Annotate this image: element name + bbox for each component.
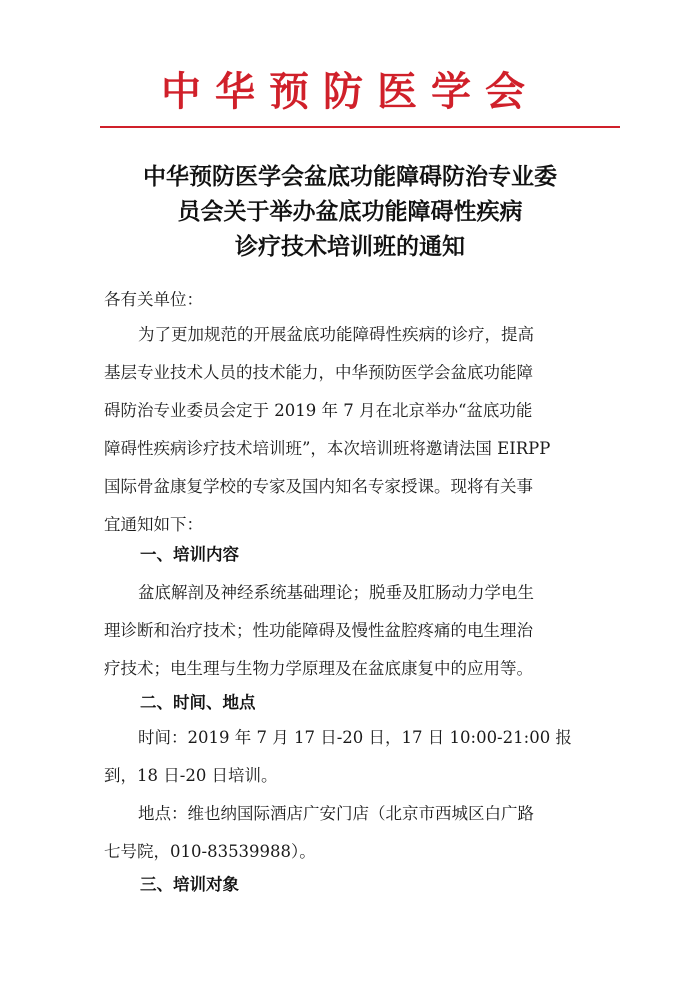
content-line: 盆底解剖及神经系统基础理论；脱垂及肛肠动力学电生 xyxy=(138,583,534,602)
title-line-2: 员会关于举办盆底功能障碍性疾病 xyxy=(177,199,523,225)
section-heading-training-target: 三、培训对象 xyxy=(140,875,239,894)
letterhead-red-rule xyxy=(100,126,620,128)
place-line: 七号院，010-83539988）。 xyxy=(104,842,316,861)
intro-line: 宜通知如下： xyxy=(104,515,203,534)
section-heading-training-content: 一、培训内容 xyxy=(140,545,239,564)
section-heading-time-place: 二、时间、地点 xyxy=(140,693,256,712)
content-line: 疗技术；电生理与生物力学原理及在盆底康复中的应用等。 xyxy=(104,659,533,678)
time-line: 到，18 日-20 日培训。 xyxy=(104,766,278,785)
intro-line: 障碍性疾病诊疗技术培训班”，本次培训班将邀请法国 EIRPP xyxy=(104,439,551,458)
salutation: 各有关单位： xyxy=(104,290,203,309)
place-paragraph xyxy=(104,795,590,871)
letterhead-org-name: 中华预防医学会 xyxy=(161,68,539,115)
place-line: 地点：维也纳国际酒店广安门店（北京市西城区白广路 xyxy=(138,804,534,823)
training-content-paragraph xyxy=(104,574,590,688)
intro-line: 为了更加规范的开展盆底功能障碍性疾病的诊疗，提高 xyxy=(138,325,534,344)
document-title xyxy=(80,160,620,265)
time-line: 时间：2019 年 7 月 17 日-20 日，17 日 10:00-21:00 报 xyxy=(138,728,572,747)
intro-paragraph xyxy=(104,316,590,544)
title-line-3: 诊疗技术培训班的通知 xyxy=(235,234,465,260)
intro-line: 碍防治专业委员会定于 2019 年 7 月在北京举办“盆底功能 xyxy=(104,401,533,420)
intro-line: 基层专业技术人员的技术能力，中华预防医学会盆底功能障 xyxy=(104,363,533,382)
intro-line: 国际骨盆康复学校的专家及国内知名专家授课。现将有关事 xyxy=(104,477,533,496)
content-line: 理诊断和治疗技术；性功能障碍及慢性盆腔疼痛的电生理治 xyxy=(104,621,533,640)
time-paragraph xyxy=(104,719,590,795)
title-line-1: 中华预防医学会盆底功能障碍防治专业委 xyxy=(143,164,557,190)
